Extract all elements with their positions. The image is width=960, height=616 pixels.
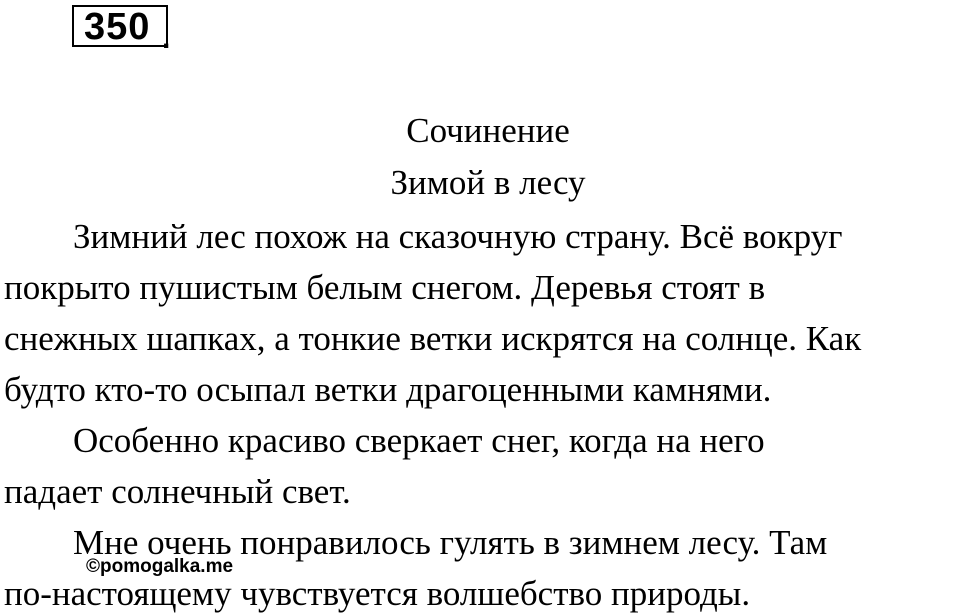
essay-line: Мне очень понравилось гулять в зимнем лесу. Там xyxy=(73,523,828,562)
essay-line: будто кто-то осыпал ветки драгоценными камнями. xyxy=(4,370,772,409)
essay-line: Особенно красиво сверкает снег, когда на него xyxy=(73,421,765,460)
essay-genre-heading: Сочинение xyxy=(406,111,570,150)
essay-line: снежных шапках, а тонкие ветки искрятся на солнце. Как xyxy=(4,319,862,358)
essay-line: падает солнечный свет. xyxy=(4,472,351,511)
exercise-number: 350 xyxy=(84,6,151,48)
exercise-number-dot: . xyxy=(162,22,172,55)
watermark-text: ©pomogalka.me xyxy=(86,556,234,577)
exercise-number-box xyxy=(72,5,172,55)
essay-title: Зимой в лесу xyxy=(390,163,586,202)
essay-line: по-настоящему чувствуется волшебство природы. xyxy=(4,574,751,613)
essay-line: покрыто пушистым белым снегом. Деревья стоят в xyxy=(4,268,766,307)
essay-line: Зимний лес похож на сказочную страну. Всё вокруг xyxy=(73,217,843,256)
